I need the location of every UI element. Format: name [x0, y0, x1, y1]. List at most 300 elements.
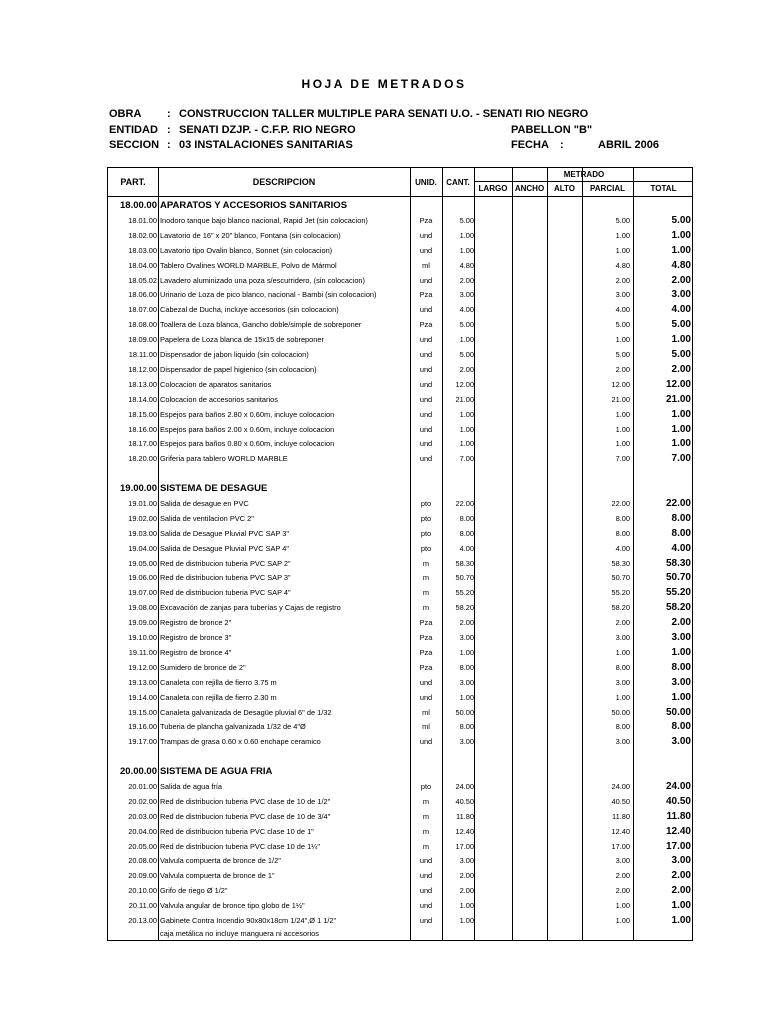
item-total: 11.80: [666, 810, 691, 822]
item-unit: ml: [422, 722, 430, 732]
item-description: Papelera de Loza blanca de 15x15 de sobreponer: [160, 335, 324, 345]
item-description: Salida de desague en PVC: [160, 498, 249, 508]
item-description: Toallera de Loza blanca, Gancho doble/simple de sobreponer: [160, 320, 362, 330]
item-description: Lavadero aluminizado una poza s/escurridero, (sin colocacion): [160, 275, 365, 285]
entidad-value: SENATI DZJP. - C.F.P. RIO NEGRO: [179, 124, 356, 136]
item-total: 4.00: [671, 542, 691, 554]
item-quantity: 21.00: [455, 394, 474, 404]
table-row: [108, 898, 694, 913]
item-part: 20.10.00: [128, 886, 157, 896]
item-total: 12.00: [665, 378, 691, 390]
table-row: [108, 317, 694, 332]
item-unit: Pza: [419, 320, 433, 330]
item-total: 1.00: [671, 646, 691, 658]
item-quantity: 1.00: [459, 439, 474, 449]
item-quantity: 40.50: [455, 796, 474, 806]
item-parcial: 12.00: [611, 379, 630, 389]
item-total: 7.00: [671, 453, 691, 465]
item-part: 19.11.00: [128, 647, 157, 657]
item-part: 18.15.00: [128, 409, 157, 419]
item-part: 20.09.00: [128, 871, 157, 881]
table-row: [108, 824, 694, 839]
item-part: 19.14.00: [128, 692, 157, 702]
item-description: Valvula angular de bronce tipo globo de 1½": [160, 901, 305, 911]
item-unit: ml: [422, 707, 430, 717]
table-row: [108, 839, 694, 854]
item-description: Tuberia de plancha galvanizada 1/32 de 4"Ø: [160, 722, 306, 732]
item-quantity: 55.20: [455, 588, 474, 598]
item-quantity: 1.00: [459, 230, 474, 240]
item-description: Grifo de riego Ø 1/2": [160, 886, 228, 896]
item-total: 22.00: [665, 497, 691, 509]
item-parcial: 55.20: [611, 588, 630, 598]
table-row: [108, 734, 694, 749]
item-quantity: 2.00: [459, 871, 474, 881]
table-row: [108, 615, 694, 630]
item-part: 19.08.00: [128, 603, 157, 613]
item-quantity: 2.00: [459, 364, 474, 374]
table-row: [108, 645, 694, 660]
item-unit: m: [422, 841, 430, 851]
item-total: 8.00: [671, 512, 691, 524]
table-row: [108, 213, 694, 228]
item-total: 58.20: [665, 602, 691, 614]
section-code: 19.00.00: [120, 483, 157, 494]
table-row: [108, 570, 694, 585]
item-part: 19.01.00: [128, 498, 157, 508]
item-total: 24.00: [665, 780, 691, 792]
item-quantity: 5.00: [459, 350, 474, 359]
item-parcial: 3.00: [615, 633, 630, 642]
table-row: [108, 868, 694, 883]
item-parcial: 50.00: [611, 707, 630, 717]
item-quantity: 17.00: [455, 841, 474, 851]
item-total: 3.00: [671, 676, 691, 688]
item-parcial: 1.00: [615, 409, 630, 419]
item-part: 19.04.00: [128, 543, 157, 553]
item-part: 18.06.00: [128, 290, 157, 300]
item-unit: und: [419, 856, 433, 866]
item-parcial: 5.00: [615, 350, 630, 359]
item-parcial: 50.70: [611, 573, 630, 583]
item-total: 1.00: [671, 229, 691, 241]
item-total: 1.00: [671, 900, 691, 912]
table-row: [108, 779, 694, 794]
item-unit: und: [419, 901, 433, 911]
item-quantity: 11.80: [456, 811, 474, 821]
table-row: [108, 675, 694, 690]
entidad-colon: :: [167, 124, 171, 136]
item-unit: und: [419, 394, 433, 404]
col-ancho: ANCHO: [514, 184, 545, 193]
item-unit: und: [419, 439, 433, 449]
item-parcial: 12.40: [611, 826, 630, 836]
item-description: Salida de Desague Pluvial PVC SAP 4": [160, 543, 290, 553]
table-row: [108, 451, 694, 466]
item-unit: und: [419, 677, 433, 687]
item-description: Red de distribucion tuberia PVC clase de 10 de 3/4": [160, 811, 331, 821]
item-part: 18.05.02: [128, 275, 157, 285]
item-part: 20.13.00: [128, 916, 157, 925]
item-part: 19.06.00: [128, 573, 157, 583]
col-unid: UNID.: [415, 177, 437, 187]
item-unit: pto: [420, 781, 432, 791]
item-unit: und: [419, 230, 433, 240]
col-alto: ALTO: [553, 184, 576, 193]
item-quantity: 7.00: [459, 454, 474, 464]
item-total: 1.00: [671, 915, 691, 926]
col-metrado: METRADO: [563, 170, 605, 179]
item-parcial: 3.00: [615, 677, 630, 687]
item-quantity: 12.40: [455, 826, 474, 836]
item-total: 3.00: [671, 289, 691, 301]
item-parcial: 2.00: [615, 871, 630, 881]
item-parcial: 3.00: [615, 856, 630, 866]
table-row: [108, 392, 694, 407]
item-part: 18.11.00: [128, 350, 157, 359]
item-parcial: 8.00: [615, 513, 630, 523]
obra-colon: :: [167, 108, 171, 120]
item-parcial: 1.00: [615, 245, 630, 255]
section-name: APARATOS Y ACCESORIOS SANITARIOS: [160, 200, 348, 211]
item-part: 19.02.00: [128, 513, 157, 523]
item-part: 19.12.00: [128, 662, 157, 672]
item-total: 5.00: [671, 349, 691, 360]
item-part: 19.09.00: [128, 618, 157, 628]
item-total: 2.00: [671, 885, 691, 897]
item-part: 20.02.00: [128, 796, 157, 806]
seccion-label: SECCION: [109, 139, 160, 151]
item-part: 18.20.00: [128, 454, 157, 464]
item-quantity: 4.00: [459, 305, 474, 315]
item-parcial: 2.00: [615, 275, 630, 285]
item-unit: m: [422, 558, 430, 568]
item-part: 18.03.00: [128, 245, 157, 255]
table-row: [108, 794, 694, 809]
item-total: 8.00: [671, 527, 691, 539]
item-quantity: 5.00: [459, 320, 474, 330]
item-part: 19.03.00: [128, 528, 157, 538]
item-quantity: 1.00: [459, 409, 474, 419]
item-parcial: 58.20: [611, 603, 630, 613]
item-description: Canaleta con rejilla de fierro 2.30 m: [160, 692, 277, 702]
table-row: [108, 436, 694, 451]
item-description: Salida de agua fría: [160, 781, 223, 791]
item-part: 19.10.00: [128, 633, 157, 642]
col-parcial: PARCIAL: [590, 184, 625, 193]
item-quantity: 8.00: [459, 662, 474, 672]
item-description: Red de distribucion tuberia PVC SAP 3": [160, 573, 291, 583]
item-quantity: 1.00: [459, 692, 474, 702]
section-header: [108, 481, 694, 496]
item-total: 2.00: [671, 870, 691, 882]
item-description: Registro de bronce 3": [160, 633, 232, 642]
table-row: [108, 809, 694, 824]
item-description: Espejos para baños 2.80 x 0.60m, incluye colocacion: [160, 409, 335, 419]
item-quantity: 8.00: [459, 528, 474, 538]
entidad-label: ENTIDAD: [109, 124, 158, 136]
table-row: [108, 585, 694, 600]
page-title: HOJA DE METRADOS: [301, 77, 467, 91]
metrado-table: [107, 167, 693, 941]
table-row: [108, 556, 694, 571]
item-description: Sumidero de bronce de 2": [160, 662, 246, 672]
seccion-value: 03 INSTALACIONES SANITARIAS: [179, 139, 353, 151]
item-description: Colocacion de aparatos sanitarios: [160, 379, 272, 389]
item-unit: und: [419, 350, 433, 359]
item-total: 1.00: [671, 408, 691, 420]
table-row: [108, 362, 694, 377]
section-header: [108, 198, 694, 213]
item-part: 18.02.00: [128, 230, 157, 240]
item-part: 19.07.00: [128, 588, 157, 598]
item-quantity: 3.00: [459, 737, 474, 747]
table-row: [108, 332, 694, 347]
item-parcial: 2.00: [615, 886, 630, 896]
item-unit: und: [419, 886, 433, 896]
item-part: 19.13.00: [128, 677, 157, 687]
item-unit: Pza: [419, 662, 433, 672]
table-row: [108, 302, 694, 317]
section-name: SISTEMA DE DESAGUE: [160, 483, 268, 494]
item-description: Espejos para baños 0.80 x 0.60m, incluye colocacion: [160, 439, 335, 449]
item-unit: und: [419, 275, 433, 285]
item-parcial: 1.00: [615, 901, 630, 911]
section-name: SISTEMA DE AGUA FRIA: [160, 766, 273, 777]
table-row: [108, 526, 694, 541]
item-description: Canaleta galvanizada de Desagüe pluvial 6" de 1/32: [160, 707, 332, 717]
section-code: 20.00.00: [120, 766, 157, 777]
item-total: 5.00: [671, 214, 691, 226]
item-total: 58.30: [665, 557, 691, 569]
item-total: 1.00: [671, 423, 691, 435]
item-quantity: 4.00: [459, 543, 474, 553]
item-total: 5.00: [671, 319, 691, 331]
item-unit: pto: [420, 543, 432, 553]
table-row: [108, 377, 694, 392]
item-description: Dispensador de papel higienico (sin colocacion): [160, 364, 317, 374]
item-parcial: 1.00: [615, 692, 630, 702]
item-parcial: 22.00: [611, 498, 630, 508]
item-description: Griferia para tablero WORLD MARBLE: [160, 454, 288, 464]
item-note: caja metálica no incluye manguera ni accesorios: [160, 928, 319, 938]
item-description: Dispensador de jabon liquido (sin colocacion): [160, 350, 309, 359]
item-total: 21.00: [665, 393, 691, 405]
item-unit: und: [419, 245, 433, 255]
item-description: Salida de ventilacion PVC 2": [160, 513, 254, 523]
item-total: 4.80: [671, 259, 691, 271]
item-parcial: 1.00: [615, 916, 630, 925]
item-description: Registro de bronce 4": [160, 647, 232, 657]
item-unit: m: [422, 573, 430, 583]
item-description: Registro de bronce 2": [160, 618, 232, 628]
item-total: 12.40: [665, 825, 691, 837]
item-part: 18.01.00: [128, 215, 157, 225]
col-descripcion: DESCRIPCION: [252, 177, 316, 187]
item-total: 4.00: [671, 304, 691, 316]
item-part: 18.08.00: [128, 320, 157, 330]
table-row: [108, 660, 694, 675]
item-quantity: 12.00: [455, 379, 474, 389]
item-total: 1.00: [671, 691, 691, 703]
item-parcial: 8.00: [615, 722, 630, 732]
item-description: Gabinete Contra Incendio 90x80x18cm 1/24",Ø 1 1/2": [160, 916, 337, 925]
item-total: 2.00: [671, 274, 691, 286]
item-unit: pto: [420, 513, 432, 523]
item-parcial: 7.00: [615, 454, 630, 464]
item-parcial: 1.00: [615, 335, 630, 345]
item-quantity: 50.00: [455, 707, 474, 717]
item-total: 50.00: [665, 706, 691, 718]
item-total: 17.00: [665, 840, 691, 852]
item-parcial: 4.00: [615, 543, 630, 553]
table-row: [108, 690, 694, 705]
fecha-label: FECHA: [511, 139, 549, 151]
item-part: 18.09.00: [128, 335, 157, 345]
item-part: 19.15.00: [128, 707, 157, 717]
col-largo: LARGO: [478, 184, 508, 193]
item-quantity: 2.00: [459, 886, 474, 896]
item-part: 18.17.00: [128, 439, 157, 449]
item-part: 20.01.00: [128, 781, 157, 791]
item-description: Red de distribucion tuberia PVC SAP 2": [160, 558, 291, 568]
item-quantity: 58.20: [455, 603, 474, 613]
item-description: Valvula compuerta de bronce de 1": [160, 871, 275, 881]
item-unit: m: [422, 796, 430, 806]
item-parcial: 24.00: [611, 781, 630, 791]
item-parcial: 8.00: [615, 528, 630, 538]
item-description: Red de distribucion tuberia PVC clase 10 de 1¼": [160, 841, 320, 851]
item-parcial: 5.00: [615, 320, 630, 330]
table-row: [108, 600, 694, 615]
item-quantity: 3.00: [459, 633, 474, 642]
item-parcial: 8.00: [615, 662, 630, 672]
item-parcial: 1.00: [615, 230, 630, 240]
item-quantity: 22.00: [455, 498, 474, 508]
item-total: 8.00: [671, 721, 691, 733]
item-quantity: 1.00: [459, 647, 474, 657]
item-part: 20.04.00: [128, 826, 157, 836]
item-description: Lavatorio de 16" x 20" blanco, Fontana (sin colocacion): [160, 230, 341, 240]
item-description: Canaleta con rejilla de fierro 3.75 m: [160, 677, 277, 687]
item-description: Inodoro tanque bajo blanco nacional, Rapid Jet (sin colocacion): [160, 215, 368, 225]
item-unit: und: [419, 871, 433, 881]
table-row: [108, 407, 694, 422]
item-unit: Pza: [419, 215, 433, 225]
item-total: 50.70: [665, 572, 691, 584]
item-total: 40.50: [665, 795, 691, 807]
item-quantity: 24.00: [455, 781, 474, 791]
item-total: 2.00: [671, 363, 691, 375]
item-quantity: 1.00: [459, 901, 474, 911]
item-quantity: 8.00: [459, 513, 474, 523]
item-part: 19.16.00: [128, 722, 157, 732]
table-row: [108, 228, 694, 243]
item-unit: und: [419, 335, 433, 345]
item-parcial: 1.00: [615, 424, 630, 434]
fecha-colon: :: [560, 139, 564, 151]
item-part: 18.12.00: [128, 364, 157, 374]
item-quantity: 2.00: [459, 275, 474, 285]
item-parcial: 1.00: [615, 439, 630, 449]
item-part: 18.04.00: [128, 260, 157, 270]
table-row: [108, 630, 694, 645]
item-parcial: 17.00: [611, 841, 630, 851]
item-unit: pto: [420, 498, 432, 508]
item-part: 18.07.00: [128, 305, 157, 315]
item-unit: m: [422, 603, 430, 613]
table-row: [108, 273, 694, 288]
fecha-value: ABRIL 2006: [598, 139, 659, 151]
item-parcial: 4.80: [615, 260, 630, 270]
item-quantity: 2.00: [459, 618, 474, 628]
item-quantity: 3.00: [459, 290, 474, 300]
item-unit: und: [419, 305, 433, 315]
item-part: 20.03.00: [128, 811, 157, 821]
table-row: [108, 511, 694, 526]
item-description: Excavación de zanjas para tuberías y Cajas de registro: [160, 603, 341, 613]
item-parcial: 2.00: [615, 364, 630, 374]
item-unit: und: [419, 692, 433, 702]
item-unit: und: [419, 379, 433, 389]
item-quantity: 4.80: [459, 260, 474, 270]
item-parcial: 3.00: [615, 737, 630, 747]
item-quantity: 1.00: [459, 424, 474, 434]
item-unit: Pza: [419, 647, 433, 657]
item-part: 18.16.00: [128, 424, 157, 434]
item-parcial: 2.00: [615, 618, 630, 628]
item-unit: und: [419, 424, 433, 434]
obra-value: CONSTRUCCION TALLER MULTIPLE PARA SENATI U.O. - SENATI RIO NEGRO: [179, 108, 589, 120]
item-parcial: 1.00: [615, 647, 630, 657]
item-total: 3.00: [671, 632, 691, 643]
item-unit: und: [419, 364, 433, 374]
table-row: [108, 719, 694, 734]
item-quantity: 58.30: [455, 558, 474, 568]
item-description: Colocacion de accesorios sanitarios: [160, 394, 278, 404]
item-parcial: 40.50: [611, 796, 630, 806]
item-description: Red de distribucion tuberia PVC SAP 4": [160, 588, 291, 598]
table-row: [108, 287, 694, 302]
item-parcial: 4.00: [615, 305, 630, 315]
table-row: [108, 422, 694, 437]
item-part: 20.08.00: [128, 856, 157, 866]
item-unit: m: [422, 588, 430, 598]
item-unit: und: [419, 454, 433, 464]
section-header: [108, 764, 694, 779]
seccion-colon: :: [167, 139, 171, 151]
item-description: Red de distribucion tuberia PVC clase de 10 de 1/2": [160, 796, 331, 806]
item-unit: und: [419, 409, 433, 419]
pabellon: PABELLON "B": [511, 124, 593, 136]
item-parcial: 5.00: [615, 215, 630, 225]
table-row: [108, 347, 694, 362]
item-unit: m: [422, 826, 430, 836]
item-total: 55.20: [665, 587, 691, 599]
item-description: Lavatorio tipo Ovalin blanco, Sonnet (sin colocacion): [160, 245, 333, 255]
item-description: Espejos para baños 2.00 x 0.60m, incluye colocacion: [160, 424, 335, 434]
item-quantity: 1.00: [459, 335, 474, 345]
item-description: Red de distribucion tuberia PVC clase 10 de 1": [160, 826, 314, 836]
table-row: [108, 883, 694, 898]
item-description: Trampas de grasa 0.60 x 0.60 enchape ceramico: [160, 737, 321, 747]
item-unit: Pza: [419, 633, 433, 642]
item-quantity: 1.00: [459, 916, 474, 925]
table-row: [108, 541, 694, 556]
item-unit: pto: [420, 528, 432, 538]
table-row: [108, 258, 694, 273]
item-description: Tablero Ovalines WORLD MARBLE, Polvo de Mármol: [160, 260, 337, 270]
